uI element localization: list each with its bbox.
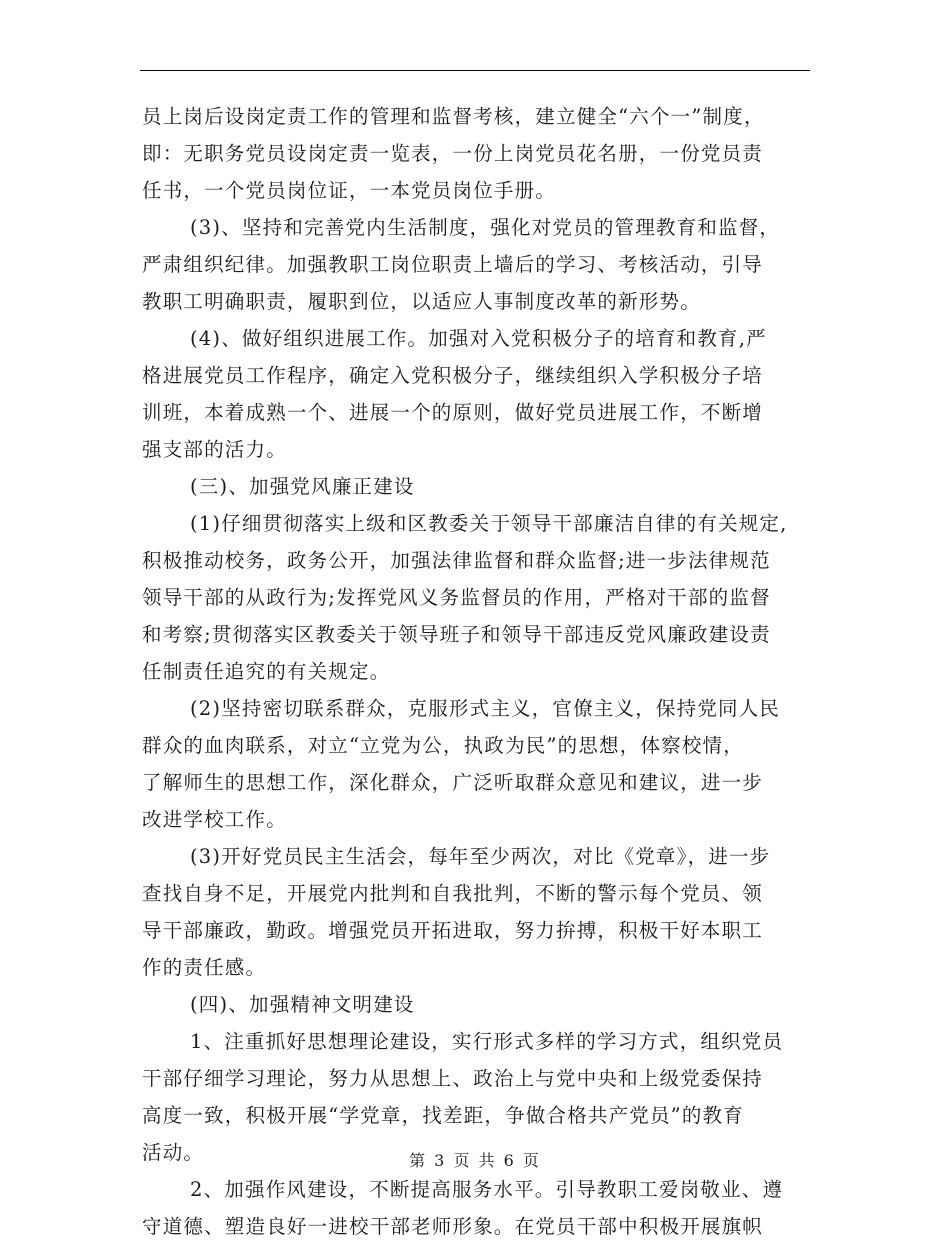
text-line: 员上岗后设岗定责工作的管理和监督考核，建立健全“六个一”制度，	[142, 105, 765, 128]
text-line: (4)、做好组织进展工作。加强对入党积极分子的培育和教育,严	[190, 327, 767, 350]
section-heading: (四)、加强精神文明建设	[190, 993, 415, 1016]
text-line: 改进学校工作。	[142, 808, 287, 831]
text-line: 严肃组织纪律。加强教职工岗位职责上墙后的学习、考核活动，引导	[142, 253, 764, 276]
text-line: 任书，一个党员岗位证，一本党员岗位手册。	[142, 179, 557, 202]
text-line: 和考察;贯彻落实区教委关于领导班子和领导干部违反党风廉政建设责	[142, 623, 771, 646]
text-line: 了解师生的思想工作，深化群众，广泛听取群众意见和建议，进一步	[142, 771, 764, 794]
section-heading: (三)、加强党风廉正建设	[190, 475, 415, 498]
text-line: (3)、坚持和完善党内生活制度，强化对党员的管理教育和监督，	[190, 216, 781, 239]
text-line: (1)仔细贯彻落实上级和区教委关于领导干部廉洁自律的有关规定,	[190, 512, 788, 535]
text-line: 导干部廉政，勤政。增强党员开拓进取，努力拚搏，积极干好本职工	[142, 919, 764, 942]
text-line: (2)坚持密切联系群众，克服形式主义，官僚主义，保持党同人民	[190, 697, 781, 720]
text-line: 训班，本着成熟一个、进展一个的原则，做好党员进展工作，不断增	[142, 401, 764, 424]
text-line: 积极推动校务，政务公开，加强法律监督和群众监督;进一步法律规范	[142, 549, 771, 572]
text-line: 领导干部的从政行为;发挥党风义务监督员的作用，严格对干部的监督	[142, 586, 771, 609]
text-line: 任制责任追究的有关规定。	[142, 660, 391, 683]
text-line: 教职工明确职责，履职到位，以适应人事制度改革的新形势。	[142, 290, 701, 313]
text-line: 查找自身不足，开展党内批判和自我批判，不断的警示每个党员、领	[142, 882, 764, 905]
text-line: 守道德、塑造良好一进校干部老师形象。在党员干部中积极开展旗帜	[142, 1215, 764, 1238]
text-line: 2、加强作风建设，不断提高服务水平。引导教职工爱岗敬业、遵	[190, 1178, 784, 1201]
text-line: 强支部的活力。	[142, 438, 287, 461]
text-line: 即：无职务党员设岗定责一览表，一份上岗党员花名册，一份党员责	[142, 142, 764, 165]
text-line: 高度一致，积极开展“学党章，找差距，争做合格共产党员”的教育	[142, 1104, 744, 1127]
text-line: 群众的血肉联系，对立“立党为公，执政为民”的思想，体察校情，	[142, 734, 744, 757]
text-line: 格进展党员工作程序，确定入党积极分子，继续组织入学积极分子培	[142, 364, 764, 387]
header-rule	[140, 70, 810, 71]
text-line: 作的责任感。	[142, 956, 267, 979]
text-line: 活动。	[142, 1141, 205, 1164]
text-line: 干部仔细学习理论，努力从思想上、政治上与党中央和上级党委保持	[142, 1067, 764, 1090]
page-number-footer: 第 3 页 共 6 页	[409, 1151, 541, 1170]
text-line: (3)开好党员民主生活会，每年至少两次，对比《党章》，进一步	[190, 845, 771, 868]
text-line: 1、注重抓好思想理论建设，实行形式多样的学习方式，组织党员	[190, 1030, 784, 1053]
